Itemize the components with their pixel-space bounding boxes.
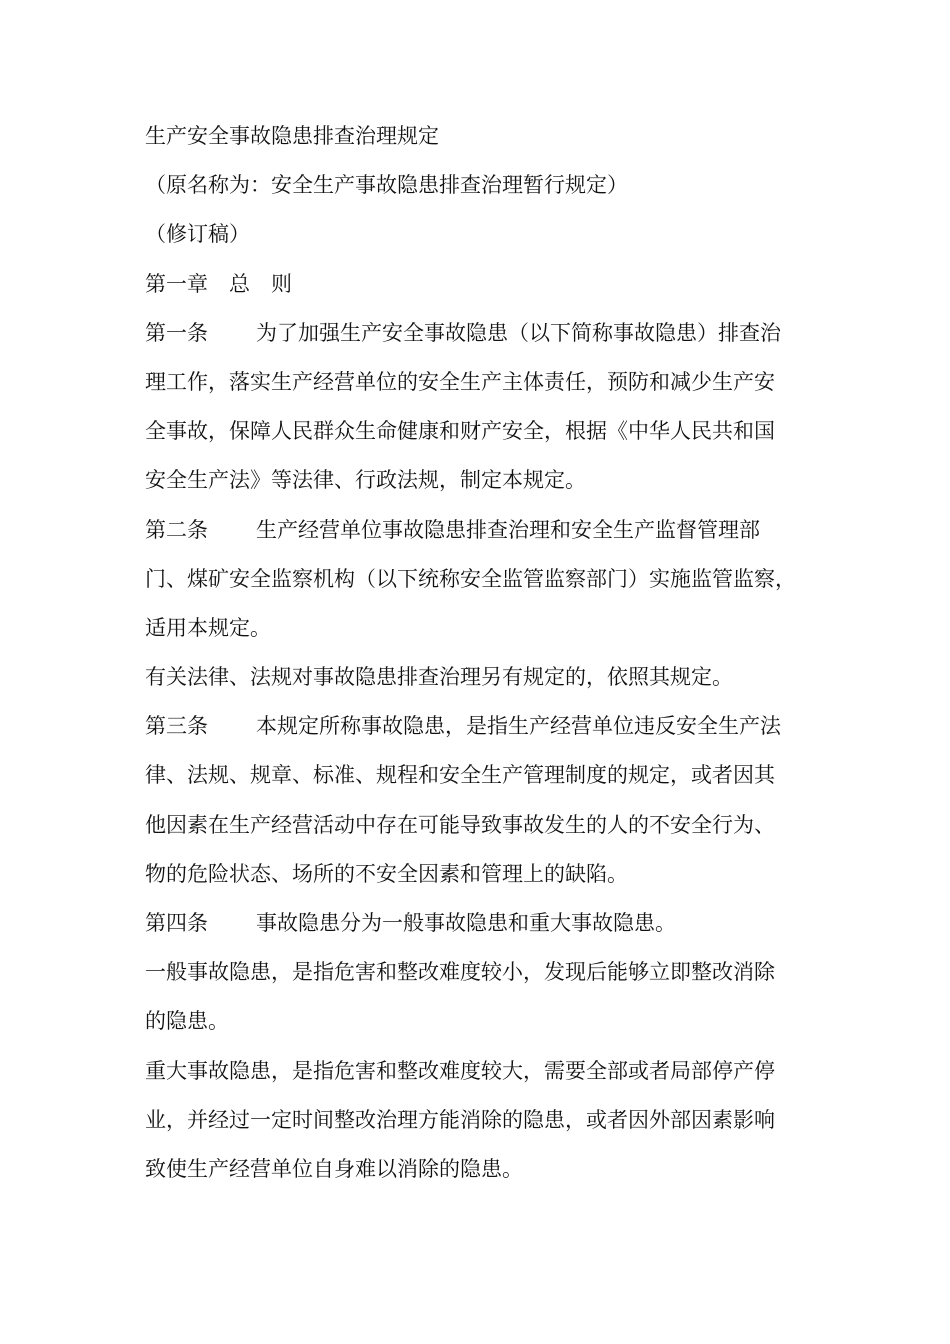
article-4-line-6: 致使生产经营单位自身难以消除的隐患。 <box>145 1156 523 1181</box>
article-4-line-4: 重大事故隐患，是指危害和整改难度较大，需要全部或者局部停产停 <box>145 1058 775 1083</box>
document-title: 生产安全事故隐患排查治理规定 <box>145 124 439 148</box>
article-4-line-5: 业，并经过一定时间整改治理方能消除的隐患，或者因外部因素影响 <box>145 1107 775 1132</box>
chapter-number: 第一章 <box>145 271 208 296</box>
article-1-line-2: 理工作，落实生产经营单位的安全生产主体责任，预防和减少生产安 <box>145 369 775 394</box>
article-4-line-2: 一般事故隐患，是指危害和整改难度较小，发现后能够立即整改消除 <box>145 960 775 985</box>
article-3-number: 第三条 <box>145 714 208 739</box>
chapter-name-part2: 则 <box>271 271 292 296</box>
article-1-text-1: 为了加强生产安全事故隐患（以下简称事故隐患）排查治 <box>256 320 781 345</box>
article-4-line-1 <box>145 899 815 948</box>
article-1-number: 第一条 <box>145 320 208 345</box>
article-1-line-1 <box>145 309 815 358</box>
article-3-line-1 <box>145 702 815 751</box>
article-3-text-1: 本规定所称事故隐患，是指生产经营单位违反安全生产法 <box>256 714 781 739</box>
article-2-line-1 <box>145 506 815 555</box>
article-2-line-4: 有关法律、法规对事故隐患排查治理另有规定的，依照其规定。 <box>145 665 733 690</box>
article-4-line-3: 的隐患。 <box>145 1009 229 1034</box>
document-page <box>145 112 815 1194</box>
article-4-number: 第四条 <box>145 911 208 935</box>
article-2-text-1: 生产经营单位事故隐患排查治理和安全生产监督管理部 <box>256 517 760 542</box>
original-name-note: （原名称为：安全生产事故隐患排查治理暂行规定） <box>145 173 628 198</box>
article-2-line-2: 门、煤矿安全监察机构（以下统称安全监管监察部门）实施监管监察， <box>145 566 796 591</box>
article-1-line-3: 全事故，保障人民群众生命健康和财产安全，根据《中华人民共和国 <box>145 419 775 444</box>
article-3-line-4: 物的危险状态、场所的不安全因素和管理上的缺陷。 <box>145 861 628 886</box>
article-3-line-3: 他因素在生产经营活动中存在可能导致事故发生的人的不安全行为、 <box>145 812 775 837</box>
article-3-line-2: 律、法规、规章、标准、规程和安全生产管理制度的规定，或者因其 <box>145 763 775 788</box>
article-1-line-4: 安全生产法》等法律、行政法规，制定本规定。 <box>145 468 586 493</box>
revision-note: （修订稿） <box>145 222 250 247</box>
article-4-text-1: 事故隐患分为一般事故隐患和重大事故隐患。 <box>256 911 676 935</box>
article-2-number: 第二条 <box>145 517 208 542</box>
article-2-line-3: 适用本规定。 <box>145 615 271 640</box>
chapter-heading <box>145 260 815 309</box>
chapter-name-part1: 总 <box>229 271 250 296</box>
